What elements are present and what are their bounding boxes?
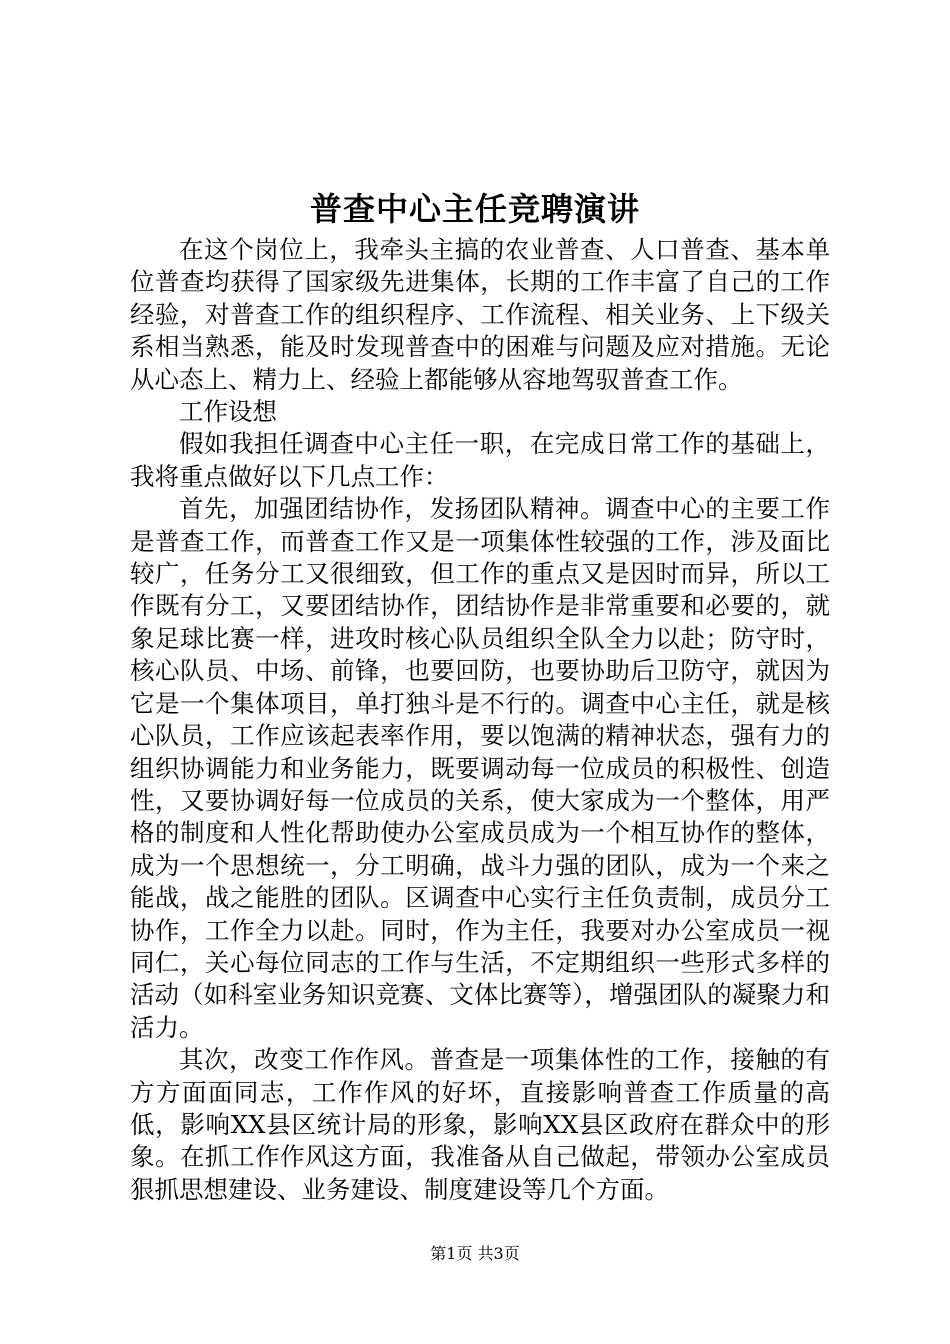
paragraph-teamwork: 首先，加强团结协作，发扬团队精神。调查中心的主要工作是普查工作，而普查工作又是一项集体性较强的工作，涉及面比较广，任务分工又很细致，但工作的重点又是因时而异，所以工作既有分工，又要团结协作，团结协作是非常重要和必要的，就象足球比赛一样，进攻时核心队员组织全队全力以赴；防守时，核心队员、中场、前锋，也要回防，也要协助后卫防守，就因为它是一个集体项目，单打独斗是不行的。调查中心主任，就是核心队员，工作应该起表率作用，要以饱满的精神状态，强有力的组织协调能力和业务能力，既要调动每一位成员的积极性、创造性，又要协调好每一位成员的关系，使大家成为一个整体，用严格的制度和人性化帮助使办公室成员成为一个相互协作的整体，成为一个思想统一，分工明确，战斗力强的团队，成为一个来之能战，战之能胜的团队。区调查中心实行主任负责制，成员分工协作，工作全力以赴。同时，作为主任，我要对办公室成员一视同仁，关心每位同志的工作与生活，不定期组织一些形式多样的活动（如科室业务知识竞赛、文体比赛等），增强团队的凝聚力和活力。	[130, 494, 830, 1042]
paragraph-heading-plan: 工作设想	[179, 397, 277, 427]
paragraph-intro-plan: 假如我担任调查中心主任一职，在完成日常工作的基础上，我将重点做好以下几点工作：	[130, 429, 830, 491]
document-title: 普查中心主任竞聘演讲	[309, 190, 640, 228]
paragraph-work-style: 其次，改变工作作风。普查是一项集体性的工作，接触的有方方面面同志，工作作风的好坏，直接影响普查工作质量的高低，影响XX县区统计局的形象，影响XX县区政府在群众中的形象。在抓工作作风这方面，我准备从自己做起，带领办公室成员狠抓思想建设、业务建设、制度建设等几个方面。	[130, 1045, 830, 1204]
page-number-footer: 第1页 共3页	[430, 1244, 520, 1263]
paragraph-experience: 在这个岗位上，我牵头主搞的农业普查、人口普查、基本单位普查均获得了国家级先进集体，长期的工作丰富了自己的工作经验，对普查工作的组织程序、工作流程、相关业务、上下级关系相当熟悉，能及时发现普查中的困难与问题及应对措施。无论从心态上、精力上、经验上都能够从容地驾驭普查工作。	[130, 235, 830, 394]
document-body	[130, 234, 830, 1206]
